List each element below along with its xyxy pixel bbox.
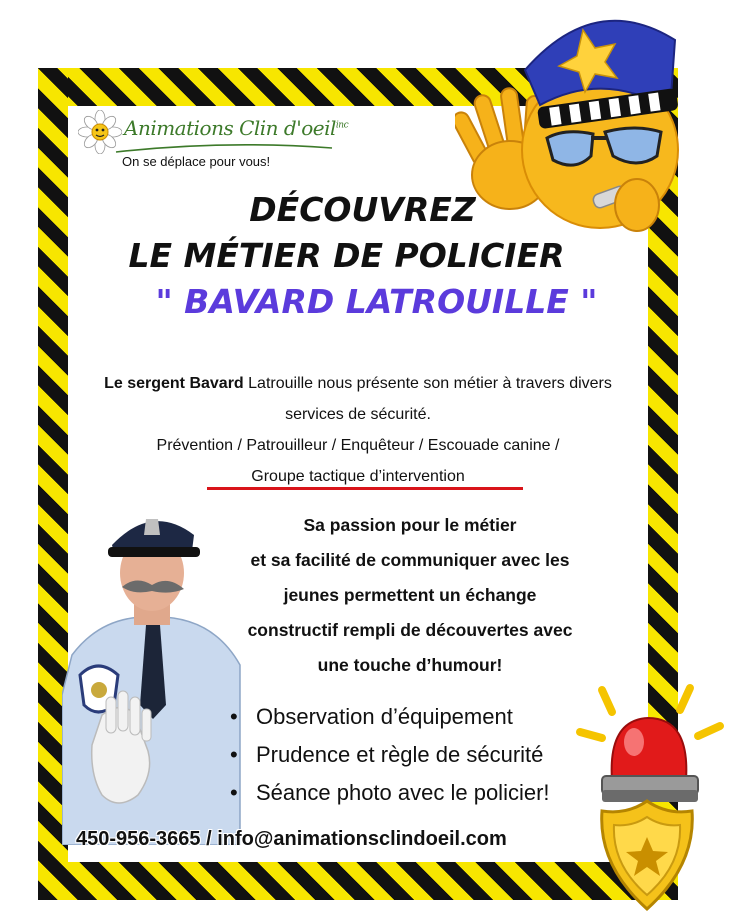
intro-bold: Le sergent Bavard <box>104 375 244 392</box>
list-item: • Observation d’équipement <box>230 698 550 736</box>
activity-list <box>230 698 550 812</box>
heading-line-2: LE MÉTIER DE POLICIER <box>128 236 565 275</box>
list-item: • Séance photo avec le policier! <box>230 774 550 812</box>
heading-line-3: " BAVARD LATROUILLE " <box>155 282 598 321</box>
company-logo <box>78 108 348 178</box>
police-badge-icon <box>592 795 702 915</box>
passion-line: Sa passion pour le métier <box>303 515 517 535</box>
logo-slogan: On se déplace pour vous! <box>122 154 271 169</box>
siren-light-icon <box>572 680 729 810</box>
contact-info: 450-956-3665 / info@animationsclindoeil.com <box>76 828 507 850</box>
heading-line-1: DÉCOUVREZ <box>249 190 476 229</box>
logo-brand-name: Animations Clin d'oeil$^{inc}$ <box>124 116 349 140</box>
hazard-tape-bottom <box>38 862 678 900</box>
services-line-2: Groupe tactique d’intervention <box>251 468 465 485</box>
passion-paragraph <box>205 508 615 683</box>
police-officer-photo <box>62 505 242 845</box>
intro-paragraph <box>88 368 628 492</box>
intro-rest: Latrouille nous présente son métier à travers divers services de sécurité. <box>243 375 612 423</box>
intro-line-1 <box>88 368 628 430</box>
services-line-1: Prévention / Patrouilleur / Enquêteur / Escouade canine / <box>156 437 560 454</box>
passion-line: constructif rempli de découvertes avec <box>247 620 573 640</box>
divider-line <box>207 487 523 490</box>
passion-line: et sa facilité de communiquer avec les <box>250 550 570 570</box>
list-item: • Prudence et règle de sécurité <box>230 736 550 774</box>
passion-line: jeunes permettent un échange <box>283 585 537 605</box>
passion-line: une touche d’humour! <box>317 655 503 675</box>
